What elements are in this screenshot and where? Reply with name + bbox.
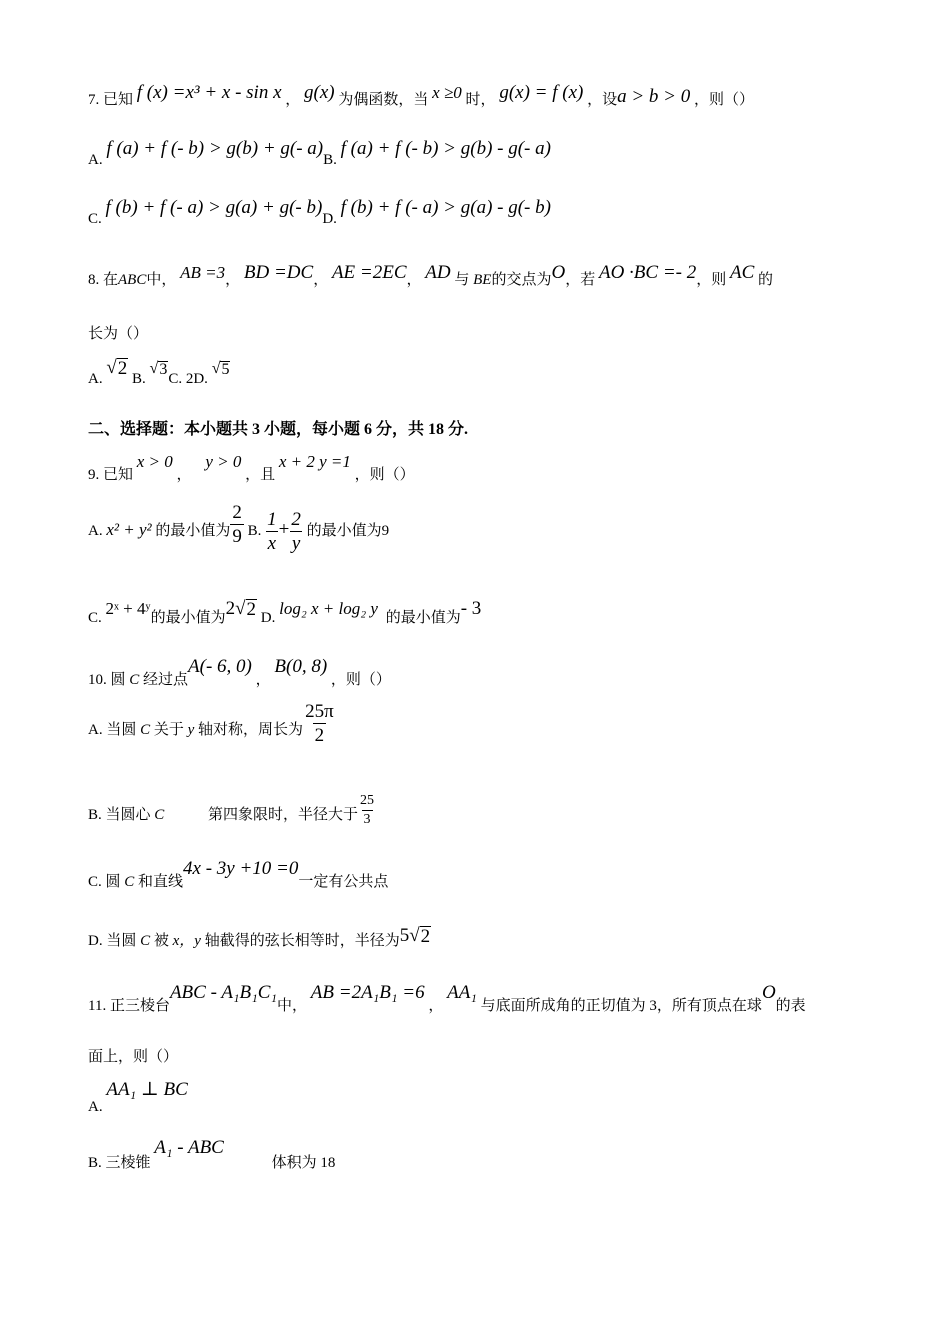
q7-g: g(x) — [304, 82, 335, 103]
q7-equation: g(x) = f (x) — [499, 82, 584, 103]
q11-option-a: A. AA₁ ⊥ BC — [88, 1079, 188, 1115]
q8-dot-product: AO ·BC =- 2 — [598, 262, 697, 283]
q11-option-b-expr: A₁ - ABC — [154, 1137, 224, 1158]
q8-option-d: √ 5 — [211, 360, 230, 378]
q11-stem: 11. 正三棱台ABC - A₁B₁C₁中， AB =2A₁B₁ =6 ， AA₁ 与底面所成角的正切值为 3，所有顶点在球O的表 — [88, 982, 806, 1014]
q7-stem: 7. 已知 f (x) =x³ + x - sin x ， g(x) 为偶函数，当 x ≥0 时， g(x) = f (x) ，设a > b > 0 ，则（） — [88, 82, 755, 108]
q7-option-a: f (a) + f (- b) > g(b) + g(- a) — [106, 138, 324, 159]
q10-option-b: B. 当圆心 C 第四象限时，半径大于 $\frac{25}{3}$ — [88, 793, 375, 828]
q9-option-d-expr: log₂ x + log₂ y — [279, 599, 378, 618]
q9-options-ab: A. x² + y² 的最小值为 $\frac{2}{9}$ B. $\frac{1}{x}$ + $\frac{2}{y}$ 的最小值为9 — [88, 502, 390, 554]
q8-line2: 长为（） — [88, 326, 149, 342]
q8-stem: 8. 在ABC中， AB =3， BD =DC， AE =2EC， AD 与 BE的交点为O，若 AO ·BC =- 2，则 AC 的 — [88, 262, 774, 288]
q10-option-a: A. 当圆 C 关于 y 轴对称，周长为 $\frac{25\pi}{2}$ — [88, 701, 334, 746]
q8-options: A. √ 2 B. √ 3 C. 2D. √ 5 — [88, 357, 230, 387]
q10-stem: 10. 圆 C 经过点A(- 6, 0) ， B(0, 8) ，则（） — [88, 656, 391, 688]
q10-option-c: C. 圆 C 和直线4x - 3y +10 =0一定有公共点 — [88, 858, 389, 890]
q7-ab-condition: a > b > 0 — [617, 86, 691, 107]
q9-option-a-fraction: $\frac{2}{9}$ — [232, 502, 242, 547]
q9-option-c-expr: 2ˣ + 4ʸ — [105, 599, 151, 618]
q7-option-b: f (a) + f (- b) > g(b) - g(- a) — [340, 138, 551, 159]
section-2-heading: 二、选择题：本小题共 3 小题，每小题 6 分，共 18 分. — [88, 421, 469, 438]
q8-option-a: √ 2 — [106, 357, 128, 379]
q7-option-d: f (b) + f (- a) > g(a) - g(- b) — [340, 197, 551, 218]
q7-options-ab: A. f (a) + f (- b) > g(b) + g(- a)B. f (a) + f (- b) > g(b) - g(- a) — [88, 138, 551, 168]
q10-point-b: B(0, 8) — [274, 656, 328, 677]
q9-stem: 9. 已知 x > 0 ， y > 0 ，且 x + 2 y =1 ，则（） — [88, 452, 415, 483]
q7-condition: x ≥0 — [432, 83, 462, 102]
q11-option-b: B. 三棱锥 A₁ - ABC 体积为 18 — [88, 1137, 336, 1171]
q9-option-b-frac1: $\frac{1}{x}$ — [267, 509, 277, 554]
q9-option-c-value: √ 2 — [235, 598, 257, 620]
q10-point-a: A(- 6, 0) — [188, 656, 252, 677]
q10-option-d: D. 当圆 C 被 x，y 轴截得的弦长相等时，半径为5 √ 2 — [88, 925, 431, 949]
q10-option-b-fraction: $\frac{25}{3}$ — [360, 793, 375, 828]
q7-f-definition: f (x) =x³ + x - sin x — [136, 82, 282, 103]
q10-option-a-fraction: $\frac{25\pi}{2}$ — [305, 701, 334, 746]
q8-option-b: √ 3 — [149, 360, 168, 378]
q11-line2: 面上，则（） — [88, 1049, 179, 1065]
q7-options-cd: C. f (b) + f (- a) > g(a) + g(- b)D. f (b) + f (- a) > g(a) - g(- b) — [88, 197, 551, 227]
q11-option-a-expr: AA₁ ⊥ BC — [106, 1079, 188, 1100]
q9-options-cd: C. 2ˣ + 4ʸ的最小值为2 √ 2 D. log₂ x + log₂ y 的最小值为- 3 — [88, 598, 482, 626]
q11-frustum: ABC - A₁B₁C₁ — [169, 982, 278, 1003]
q9-option-a-expr: x² + y² — [106, 519, 152, 539]
q11-edge-equation: AB =2A₁B₁ =6 — [310, 982, 425, 1003]
q10-option-d-value: √ 2 — [409, 925, 431, 947]
q10-line-equation: 4x - 3y +10 =0 — [183, 858, 299, 879]
q7-option-c: f (b) + f (- a) > g(a) + g(- b) — [105, 197, 323, 218]
q8-option-c: C. 2 — [168, 371, 194, 387]
q9-option-b-frac2: $\frac{2}{y}$ — [291, 509, 301, 554]
